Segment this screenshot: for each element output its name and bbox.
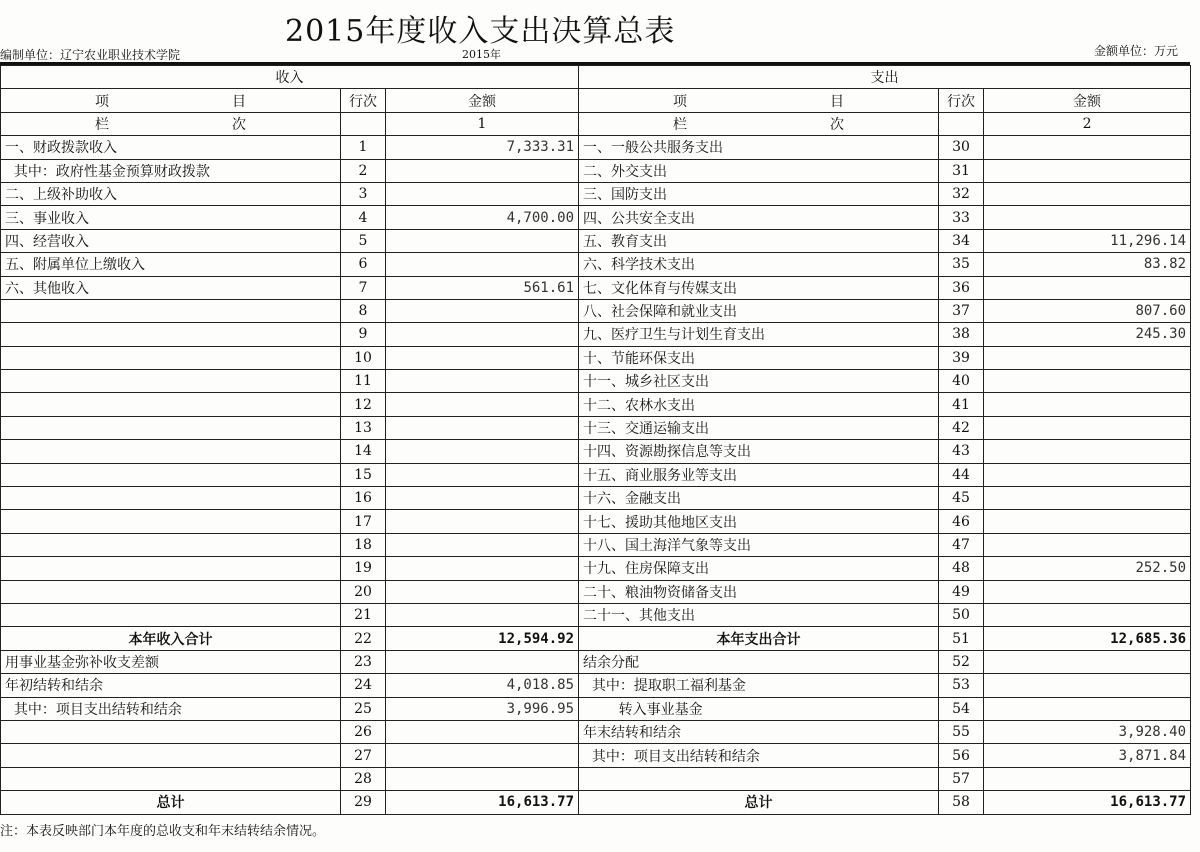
expense-row-cell: 31 xyxy=(939,159,984,182)
table-row xyxy=(1,159,1191,182)
income-row-cell: 29 xyxy=(341,791,386,814)
expense-item-cell: 八、社会保障和就业支出 xyxy=(579,299,939,322)
income-amount-cell: 7,333.31 xyxy=(386,136,579,159)
expense-lanci-num: 2 xyxy=(984,112,1191,135)
income-item-cell xyxy=(1,346,341,369)
table-row xyxy=(1,276,1191,299)
income-row-cell: 18 xyxy=(341,533,386,556)
expense-amount-cell xyxy=(984,159,1191,182)
expense-row-cell: 52 xyxy=(939,650,984,673)
expense-item-cell: 转入事业基金 xyxy=(579,697,939,720)
expense-lanci-row xyxy=(939,112,984,135)
income-amount-cell xyxy=(386,393,579,416)
expense-item-cell: 九、医疗卫生与计划生育支出 xyxy=(579,323,939,346)
table-row xyxy=(1,791,1191,814)
expense-row-cell: 45 xyxy=(939,487,984,510)
income-amount-cell xyxy=(386,346,579,369)
income-item-cell: 五、附属单位上缴收入 xyxy=(1,253,341,276)
table-row xyxy=(1,136,1191,159)
reporting-unit: 编制单位：辽宁农业职业技术学院 xyxy=(0,48,181,62)
expense-row-cell: 40 xyxy=(939,370,984,393)
expense-amount-cell xyxy=(984,603,1191,626)
income-amount-cell xyxy=(386,370,579,393)
expense-row-cell: 30 xyxy=(939,136,984,159)
income-amount-cell: 4,700.00 xyxy=(386,206,579,229)
income-row-cell: 3 xyxy=(341,182,386,205)
expense-item-cell: 二、外交支出 xyxy=(579,159,939,182)
footnote: 注：本表反映部门本年度的总收支和年末结转结余情况。 xyxy=(0,824,326,839)
income-row-cell: 20 xyxy=(341,580,386,603)
table-row xyxy=(1,393,1191,416)
income-row-cell: 14 xyxy=(341,440,386,463)
income-row-cell: 21 xyxy=(341,603,386,626)
income-row-cell: 17 xyxy=(341,510,386,533)
expense-amount-cell xyxy=(984,346,1191,369)
table-row xyxy=(1,697,1191,720)
expense-item-cell: 十三、交通运输支出 xyxy=(579,416,939,439)
income-item-cell: 其中：项目支出结转和结余 xyxy=(1,697,341,720)
expense-item-cell: 其中：项目支出结转和结余 xyxy=(579,744,939,767)
page-title: 2015年度收入支出决算总表 xyxy=(285,14,676,49)
income-item-cell xyxy=(1,510,341,533)
expense-item-cell: 十八、国土海洋气象等支出 xyxy=(579,533,939,556)
expense-amount-cell: 245.30 xyxy=(984,323,1191,346)
expense-amount-header: 金额 xyxy=(984,89,1191,112)
amount-unit: 金额单位：万元 xyxy=(1093,44,1178,58)
income-item-cell xyxy=(1,744,341,767)
income-row-cell: 27 xyxy=(341,744,386,767)
income-row-cell: 22 xyxy=(341,627,386,650)
table-row xyxy=(1,510,1191,533)
income-amount-cell xyxy=(386,744,579,767)
income-item-header: 项 目 xyxy=(1,89,341,112)
income-item-cell: 二、上级补助收入 xyxy=(1,182,341,205)
expense-lanci: 栏 次 xyxy=(579,112,939,135)
income-amount-cell xyxy=(386,720,579,743)
expense-amount-cell: 3,928.40 xyxy=(984,720,1191,743)
income-row-cell: 11 xyxy=(341,370,386,393)
expense-amount-cell xyxy=(984,697,1191,720)
income-item-cell xyxy=(1,463,341,486)
table-row xyxy=(1,182,1191,205)
income-item-cell: 一、财政拨款收入 xyxy=(1,136,341,159)
income-item-cell xyxy=(1,487,341,510)
expense-item-cell: 二十一、其他支出 xyxy=(579,603,939,626)
income-amount-cell xyxy=(386,440,579,463)
income-item-cell xyxy=(1,393,341,416)
table-row xyxy=(1,603,1191,626)
expense-row-cell: 39 xyxy=(939,346,984,369)
income-item-cell: 本年收入合计 xyxy=(1,627,341,650)
expense-header: 支出 xyxy=(579,66,1191,89)
expense-item-cell: 十七、援助其他地区支出 xyxy=(579,510,939,533)
income-header: 收入 xyxy=(1,66,579,89)
expense-amount-cell xyxy=(984,533,1191,556)
expense-amount-cell xyxy=(984,440,1191,463)
table-row xyxy=(1,557,1191,580)
income-lanci-num: 1 xyxy=(386,112,579,135)
income-amount-cell: 12,594.92 xyxy=(386,627,579,650)
lanci-row xyxy=(1,112,1191,135)
expense-row-cell: 35 xyxy=(939,253,984,276)
income-amount-cell xyxy=(386,650,579,673)
expense-row-cell: 55 xyxy=(939,720,984,743)
expense-item-cell: 四、公共安全支出 xyxy=(579,206,939,229)
expense-amount-cell xyxy=(984,393,1191,416)
expense-row-cell: 42 xyxy=(939,416,984,439)
table-row xyxy=(1,580,1191,603)
income-row-cell: 16 xyxy=(341,487,386,510)
income-item-cell xyxy=(1,323,341,346)
income-amount-cell xyxy=(386,557,579,580)
table-row xyxy=(1,370,1191,393)
income-amount-cell: 3,996.95 xyxy=(386,697,579,720)
expense-amount-cell xyxy=(984,487,1191,510)
income-row-cell: 15 xyxy=(341,463,386,486)
table-row xyxy=(1,229,1191,252)
report-year: 2015年 xyxy=(462,48,501,61)
income-item-cell xyxy=(1,720,341,743)
table-row xyxy=(1,767,1191,790)
income-amount-cell: 4,018.85 xyxy=(386,674,579,697)
income-amount-cell xyxy=(386,182,579,205)
table-row xyxy=(1,674,1191,697)
expense-amount-cell xyxy=(984,276,1191,299)
income-item-cell: 用事业基金弥补收支差额 xyxy=(1,650,341,673)
income-amount-cell xyxy=(386,580,579,603)
income-row-cell: 13 xyxy=(341,416,386,439)
expense-amount-cell: 16,613.77 xyxy=(984,791,1191,814)
expense-row-cell: 46 xyxy=(939,510,984,533)
expense-item-cell: 七、文化体育与传媒支出 xyxy=(579,276,939,299)
table-row xyxy=(1,323,1191,346)
expense-row-cell: 53 xyxy=(939,674,984,697)
section-header-row xyxy=(1,66,1191,89)
income-lanci: 栏 次 xyxy=(1,112,341,135)
expense-item-cell: 五、教育支出 xyxy=(579,229,939,252)
budget-table xyxy=(0,65,1191,815)
income-amount-cell xyxy=(386,487,579,510)
expense-row-cell: 41 xyxy=(939,393,984,416)
expense-item-cell: 六、科学技术支出 xyxy=(579,253,939,276)
income-item-cell xyxy=(1,580,341,603)
income-row-header: 行次 xyxy=(341,89,386,112)
income-item-cell xyxy=(1,603,341,626)
expense-amount-cell xyxy=(984,136,1191,159)
expense-amount-cell xyxy=(984,370,1191,393)
income-item-cell: 三、事业收入 xyxy=(1,206,341,229)
income-amount-cell xyxy=(386,603,579,626)
income-row-cell: 5 xyxy=(341,229,386,252)
income-item-cell: 年初结转和结余 xyxy=(1,674,341,697)
income-row-cell: 12 xyxy=(341,393,386,416)
expense-amount-cell xyxy=(984,510,1191,533)
expense-row-cell: 56 xyxy=(939,744,984,767)
income-item-cell xyxy=(1,440,341,463)
expense-item-cell: 十五、商业服务业等支出 xyxy=(579,463,939,486)
income-item-cell: 六、其他收入 xyxy=(1,276,341,299)
expense-row-cell: 33 xyxy=(939,206,984,229)
table-row xyxy=(1,720,1191,743)
expense-row-cell: 48 xyxy=(939,557,984,580)
expense-row-cell: 50 xyxy=(939,603,984,626)
income-amount-header: 金额 xyxy=(386,89,579,112)
table-row xyxy=(1,533,1191,556)
expense-row-cell: 43 xyxy=(939,440,984,463)
table-row xyxy=(1,253,1191,276)
expense-row-cell: 37 xyxy=(939,299,984,322)
income-row-cell: 19 xyxy=(341,557,386,580)
expense-amount-cell: 83.82 xyxy=(984,253,1191,276)
expense-amount-cell: 12,685.36 xyxy=(984,627,1191,650)
expense-item-cell: 总计 xyxy=(579,791,939,814)
table-row xyxy=(1,206,1191,229)
expense-row-cell: 36 xyxy=(939,276,984,299)
expense-amount-cell xyxy=(984,182,1191,205)
income-item-cell: 其中：政府性基金预算财政拨款 xyxy=(1,159,341,182)
income-row-cell: 2 xyxy=(341,159,386,182)
expense-row-cell: 54 xyxy=(939,697,984,720)
expense-item-cell: 年末结转和结余 xyxy=(579,720,939,743)
expense-item-cell: 二十、粮油物资储备支出 xyxy=(579,580,939,603)
table-row xyxy=(1,416,1191,439)
expense-amount-cell xyxy=(984,416,1191,439)
expense-item-cell: 一、一般公共服务支出 xyxy=(579,136,939,159)
expense-item-cell: 十六、金融支出 xyxy=(579,487,939,510)
table-row xyxy=(1,487,1191,510)
income-item-cell: 四、经营收入 xyxy=(1,229,341,252)
table-row xyxy=(1,463,1191,486)
income-lanci-row xyxy=(341,112,386,135)
income-row-cell: 6 xyxy=(341,253,386,276)
income-amount-cell: 16,613.77 xyxy=(386,791,579,814)
table-row xyxy=(1,346,1191,369)
income-amount-cell xyxy=(386,299,579,322)
expense-row-cell: 51 xyxy=(939,627,984,650)
expense-item-cell: 十四、资源勘探信息等支出 xyxy=(579,440,939,463)
expense-item-cell xyxy=(579,767,939,790)
income-row-cell: 28 xyxy=(341,767,386,790)
expense-amount-cell: 11,296.14 xyxy=(984,229,1191,252)
income-row-cell: 4 xyxy=(341,206,386,229)
expense-item-header: 项 目 xyxy=(579,89,939,112)
expense-row-cell: 44 xyxy=(939,463,984,486)
expense-row-cell: 38 xyxy=(939,323,984,346)
expense-row-cell: 34 xyxy=(939,229,984,252)
column-header-row xyxy=(1,89,1191,112)
income-row-cell: 10 xyxy=(341,346,386,369)
income-amount-cell: 561.61 xyxy=(386,276,579,299)
income-item-cell xyxy=(1,767,341,790)
income-amount-cell xyxy=(386,416,579,439)
expense-item-cell: 三、国防支出 xyxy=(579,182,939,205)
table-row xyxy=(1,627,1191,650)
expense-amount-cell xyxy=(984,767,1191,790)
income-item-cell xyxy=(1,533,341,556)
expense-amount-cell xyxy=(984,463,1191,486)
income-item-cell xyxy=(1,299,341,322)
expense-amount-cell: 807.60 xyxy=(984,299,1191,322)
table-row xyxy=(1,744,1191,767)
expense-item-cell: 结余分配 xyxy=(579,650,939,673)
expense-row-cell: 47 xyxy=(939,533,984,556)
expense-amount-cell xyxy=(984,580,1191,603)
expense-row-cell: 32 xyxy=(939,182,984,205)
expense-amount-cell xyxy=(984,650,1191,673)
table-row xyxy=(1,440,1191,463)
income-row-cell: 23 xyxy=(341,650,386,673)
expense-row-cell: 58 xyxy=(939,791,984,814)
expense-row-cell: 49 xyxy=(939,580,984,603)
expense-amount-cell xyxy=(984,674,1191,697)
expense-item-cell: 十九、住房保障支出 xyxy=(579,557,939,580)
table-row xyxy=(1,299,1191,322)
income-amount-cell xyxy=(386,323,579,346)
income-amount-cell xyxy=(386,767,579,790)
table-row xyxy=(1,650,1191,673)
expense-amount-cell: 252.50 xyxy=(984,557,1191,580)
expense-amount-cell xyxy=(984,206,1191,229)
expense-item-cell: 本年支出合计 xyxy=(579,627,939,650)
income-row-cell: 7 xyxy=(341,276,386,299)
income-item-cell: 总计 xyxy=(1,791,341,814)
income-amount-cell xyxy=(386,510,579,533)
income-row-cell: 1 xyxy=(341,136,386,159)
income-row-cell: 9 xyxy=(341,323,386,346)
income-row-cell: 26 xyxy=(341,720,386,743)
expense-item-cell: 十二、农林水支出 xyxy=(579,393,939,416)
income-amount-cell xyxy=(386,253,579,276)
expense-amount-cell: 3,871.84 xyxy=(984,744,1191,767)
income-row-cell: 8 xyxy=(341,299,386,322)
income-amount-cell xyxy=(386,533,579,556)
income-item-cell xyxy=(1,370,341,393)
expense-row-cell: 57 xyxy=(939,767,984,790)
income-row-cell: 24 xyxy=(341,674,386,697)
income-item-cell xyxy=(1,416,341,439)
expense-item-cell: 其中：提取职工福利基金 xyxy=(579,674,939,697)
income-amount-cell xyxy=(386,159,579,182)
expense-item-cell: 十一、城乡社区支出 xyxy=(579,370,939,393)
income-amount-cell xyxy=(386,229,579,252)
income-row-cell: 25 xyxy=(341,697,386,720)
expense-row-header: 行次 xyxy=(939,89,984,112)
expense-item-cell: 十、节能环保支出 xyxy=(579,346,939,369)
income-item-cell xyxy=(1,557,341,580)
income-amount-cell xyxy=(386,463,579,486)
